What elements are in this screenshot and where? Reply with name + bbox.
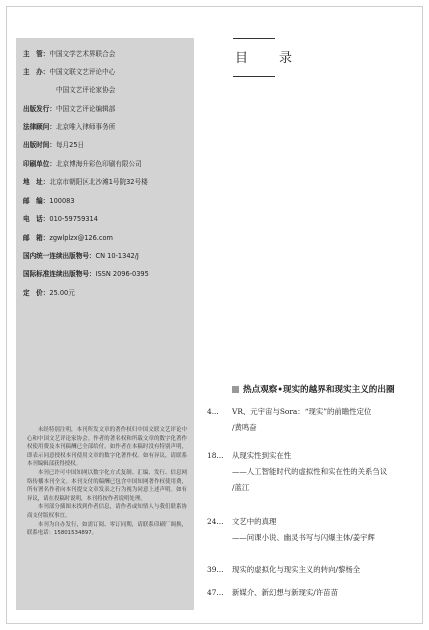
toc-entry-title: 从现实性到实在性	[232, 451, 292, 460]
toc-page-number: 4...	[207, 407, 219, 416]
copyright-notice	[27, 426, 187, 538]
toc-page-number: 24...	[207, 517, 224, 526]
masthead-row-issn: 国际标准连续出版物号：ISSN 2096-0395	[23, 270, 149, 278]
toc-page-number: 39...	[207, 565, 224, 574]
toc-page-number: 47...	[207, 588, 224, 597]
masthead-row-sponsor-2: 中国文艺评论家协会	[56, 86, 116, 94]
toc-entry-author: /黄鸣奋	[232, 423, 257, 432]
toc-entry-author: /蓝江	[232, 483, 250, 492]
toc-entry-title: 新媒介、新幻想与新现实/许苗苗	[232, 588, 338, 597]
masthead-row-cn: 国内统一连续出版物号：CN 10-1342/J	[23, 252, 139, 260]
masthead-row-printer: 印刷单位：北京博海升彩色印刷有限公司	[23, 160, 142, 168]
notice-paragraph: 本刊为自办发行，如需订阅、零订同期，请联系印刷厂调换，联系电话：15801534897。	[27, 521, 187, 537]
masthead-row-postcode: 邮 编：100083	[23, 197, 75, 205]
toc-title: 目 录	[235, 51, 302, 66]
toc-entry-title: 文艺中的真理	[232, 517, 277, 526]
toc-section-heading: 热点观察•现实的越界和现实主义的出圈	[232, 383, 395, 395]
toc-header	[233, 38, 301, 77]
masthead-row-pubdate: 出版时间：每月25日	[23, 141, 85, 149]
masthead-row-publisher: 出版发行：中国文艺评论编辑部	[23, 105, 116, 113]
square-bullet-icon	[232, 386, 239, 393]
toc-entry-title: 现实的虚拟化与现实主义的转向/黎杨全	[232, 565, 361, 574]
masthead-row-supervisor: 主 管：中国文学艺术界联合会	[23, 50, 116, 58]
toc-entry-subtitle: ——问课小说、幽灵书写与闪爆主体/姜宇辉	[232, 533, 375, 542]
masthead-row-sponsor: 主 办：中国文联文艺评论中心	[23, 68, 116, 76]
notice-paragraph: 本刊已许可中国知网以数字化方式复制、汇编、发行、信息网络传播本刊全文。本刊支付的稿酬已包含中国知网著作权使用费，所有署名作者向本刊提交文章发表之行为视为同意上述声明。如有异议，请在投稿时说明，本刊将按作者说明处理。	[27, 469, 187, 502]
masthead-row-price: 定 价：25.00元	[23, 289, 75, 297]
masthead-row-phone: 电 话：010-59759314	[23, 215, 98, 223]
notice-paragraph: 本刊部分插图未找到作者信息，请作者或知情人与我们联系协商支付版权事宜。	[27, 504, 187, 519]
toc-entry-title: VR、元宇宙与Sora：“现实”的前瞻性定位	[232, 407, 372, 416]
toc-top-rule	[233, 38, 275, 39]
masthead-panel	[16, 38, 194, 610]
toc-bottom-rule	[233, 76, 275, 77]
masthead-row-email: 邮 箱：zgwlplzx@126.com	[23, 234, 113, 242]
masthead-row-legal: 法律顾问：北京唯入律师事务所	[23, 123, 116, 131]
toc-entry-subtitle: ——人工智能时代的虚拟性和实在性的关系刍议	[232, 467, 388, 476]
masthead-row-address: 地 址：北京市朝阳区北沙滩1号院32号楼	[23, 178, 148, 186]
toc-page-number: 18...	[207, 451, 224, 460]
notice-paragraph: 未经特别注明，本刊所发文章的著作权归中国文联文艺评论中心和中国文艺评论家协会。作者的著名权和所载文章的数字化著作权使用费及本刊稿酬已全部给付。如作者在本稿时没有特别声明，即表示同意授权本刊使用文章的数字化著作权。如有异议，请联系本刊编辑部获得授权。	[27, 427, 187, 468]
